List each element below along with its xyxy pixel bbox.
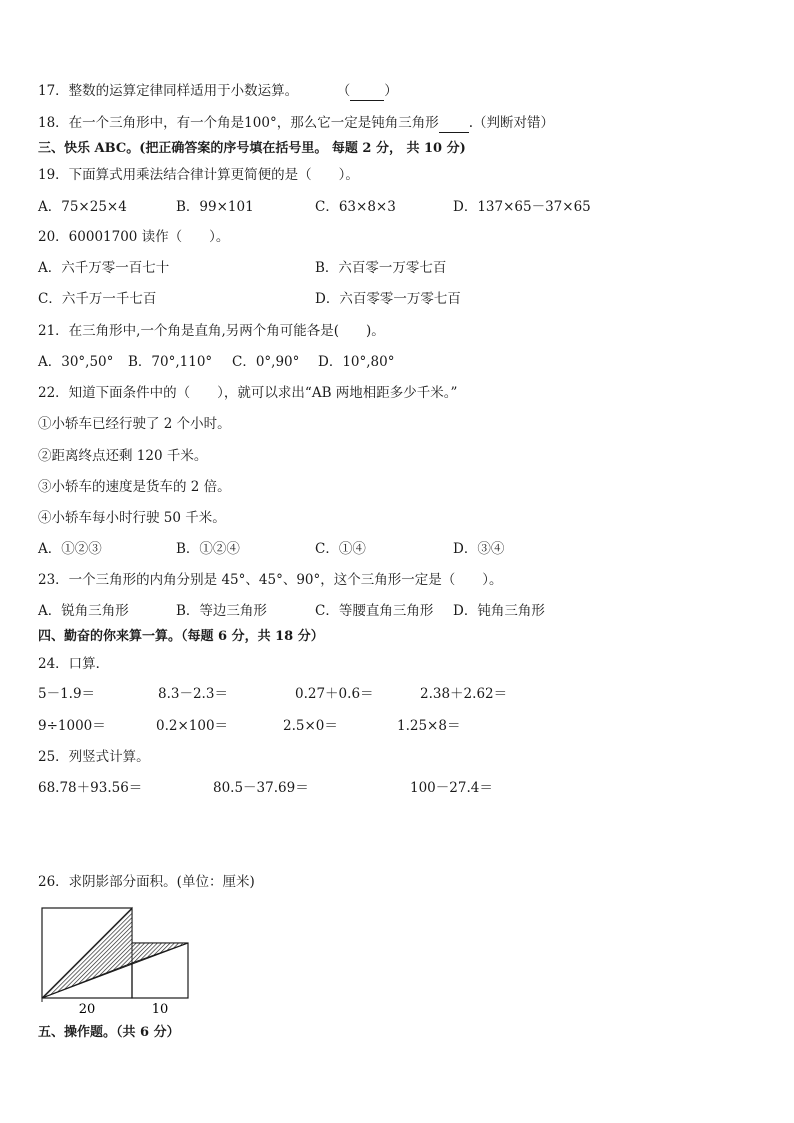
calc-item: 5－1.9＝ — [38, 686, 96, 702]
option-d[interactable]: D．钝角三角形 — [453, 603, 545, 619]
answer-paren-close: ） — [384, 83, 398, 99]
section-5-heading: 五、操作题。（共 6 分） — [38, 1025, 180, 1040]
option-c[interactable]: C．0°,90° — [232, 354, 300, 370]
calc-item: 9÷1000＝ — [38, 718, 106, 734]
calc-item: 0.2×100＝ — [156, 718, 229, 734]
option-c[interactable]: C．等腰直角三角形 — [315, 603, 434, 619]
option-d[interactable]: D．137×65－37×65 — [453, 199, 591, 215]
shaded-triangle-large — [42, 908, 132, 998]
question-21-text: 21．在三角形中,一个角是直角,另两个角可能各是( )。 — [38, 323, 385, 339]
calc-item: 0.27＋0.6＝ — [295, 686, 374, 702]
vertical-calc-item: 100－27.4＝ — [410, 780, 493, 796]
option-b[interactable]: B．六百零一万零七百 — [315, 260, 447, 276]
condition-4: ④小轿车每小时行驶 50 千米。 — [38, 510, 226, 526]
question-18-text: 18．在一个三角形中，有一个角是100°，那么它一定是钝角三角形 — [38, 115, 439, 131]
answer-blank[interactable] — [439, 114, 469, 133]
option-a[interactable]: A．75×25×4 — [38, 199, 127, 215]
section-3-heading: 三、快乐 ABC。(把正确答案的序号填在括号里。 每题 2 分， 共 10 分) — [38, 141, 466, 156]
question-18-tail: .（判断对错） — [468, 115, 554, 131]
option-b[interactable]: B．70°,110° — [128, 354, 213, 370]
option-a[interactable]: A．六千万零一百七十 — [38, 260, 170, 276]
answer-paren-open: （ — [336, 83, 351, 99]
question-24-text: 24．口算． — [38, 656, 110, 672]
question-19-text: 19．下面算式用乘法结合律计算更简便的是（ ）。 — [38, 167, 359, 183]
calc-item: 2.5×0＝ — [283, 718, 338, 734]
dimension-label-10: 10 — [151, 1002, 169, 1017]
option-a[interactable]: A．锐角三角形 — [38, 603, 129, 619]
option-b[interactable]: B．99×101 — [176, 199, 254, 215]
vertical-calc-item: 80.5－37.69＝ — [213, 780, 309, 796]
condition-2: ②距离终点还剩 120 千米。 — [38, 448, 208, 464]
dimension-label-20: 20 — [78, 1002, 96, 1017]
question-18 — [38, 114, 554, 133]
section-4-heading: 四、勤奋的你来算一算。（每题 6 分，共 18 分） — [38, 629, 324, 644]
option-a[interactable]: A．①②③ — [38, 541, 102, 557]
option-d[interactable]: D．③④ — [453, 541, 505, 557]
option-d[interactable]: D．10°,80° — [318, 354, 395, 370]
option-d[interactable]: D．六百零零一万零七百 — [315, 291, 461, 307]
condition-1: ①小轿车已经行驶了 2 个小时。 — [38, 416, 231, 432]
question-22-text: 22．知道下面条件中的（ ），就可以求出“AB 两地相距多少千米。” — [38, 385, 458, 401]
calc-item: 8.3－2.3＝ — [158, 686, 228, 702]
calc-item: 2.38＋2.62＝ — [420, 686, 508, 702]
option-c[interactable]: C．①④ — [315, 541, 366, 557]
vertical-calc-item: 68.78＋93.56＝ — [38, 780, 143, 796]
question-17 — [38, 82, 398, 101]
answer-blank[interactable] — [350, 82, 384, 101]
option-c[interactable]: C．63×8×3 — [315, 199, 396, 215]
question-25-text: 25．列竖式计算。 — [38, 749, 150, 765]
option-b[interactable]: B．①②④ — [176, 541, 240, 557]
option-a[interactable]: A．30°,50° — [38, 354, 114, 370]
calc-item: 1.25×8＝ — [397, 718, 461, 734]
condition-3: ③小轿车的速度是货车的 2 倍。 — [38, 479, 231, 495]
question-20-text: 20．60001700 读作（ ）。 — [38, 229, 230, 245]
option-b[interactable]: B．等边三角形 — [176, 603, 267, 619]
shaded-area-figure — [38, 905, 198, 1017]
option-c[interactable]: C．六千万一千七百 — [38, 291, 157, 307]
question-17-text: 17．整数的运算定律同样适用于小数运算。 — [38, 83, 299, 99]
question-23-text: 23．一个三角形的内角分别是 45°、45°、90°，这个三角形一定是（ ）。 — [38, 572, 503, 588]
question-26-text: 26．求阴影部分面积。(单位：厘米) — [38, 874, 255, 890]
